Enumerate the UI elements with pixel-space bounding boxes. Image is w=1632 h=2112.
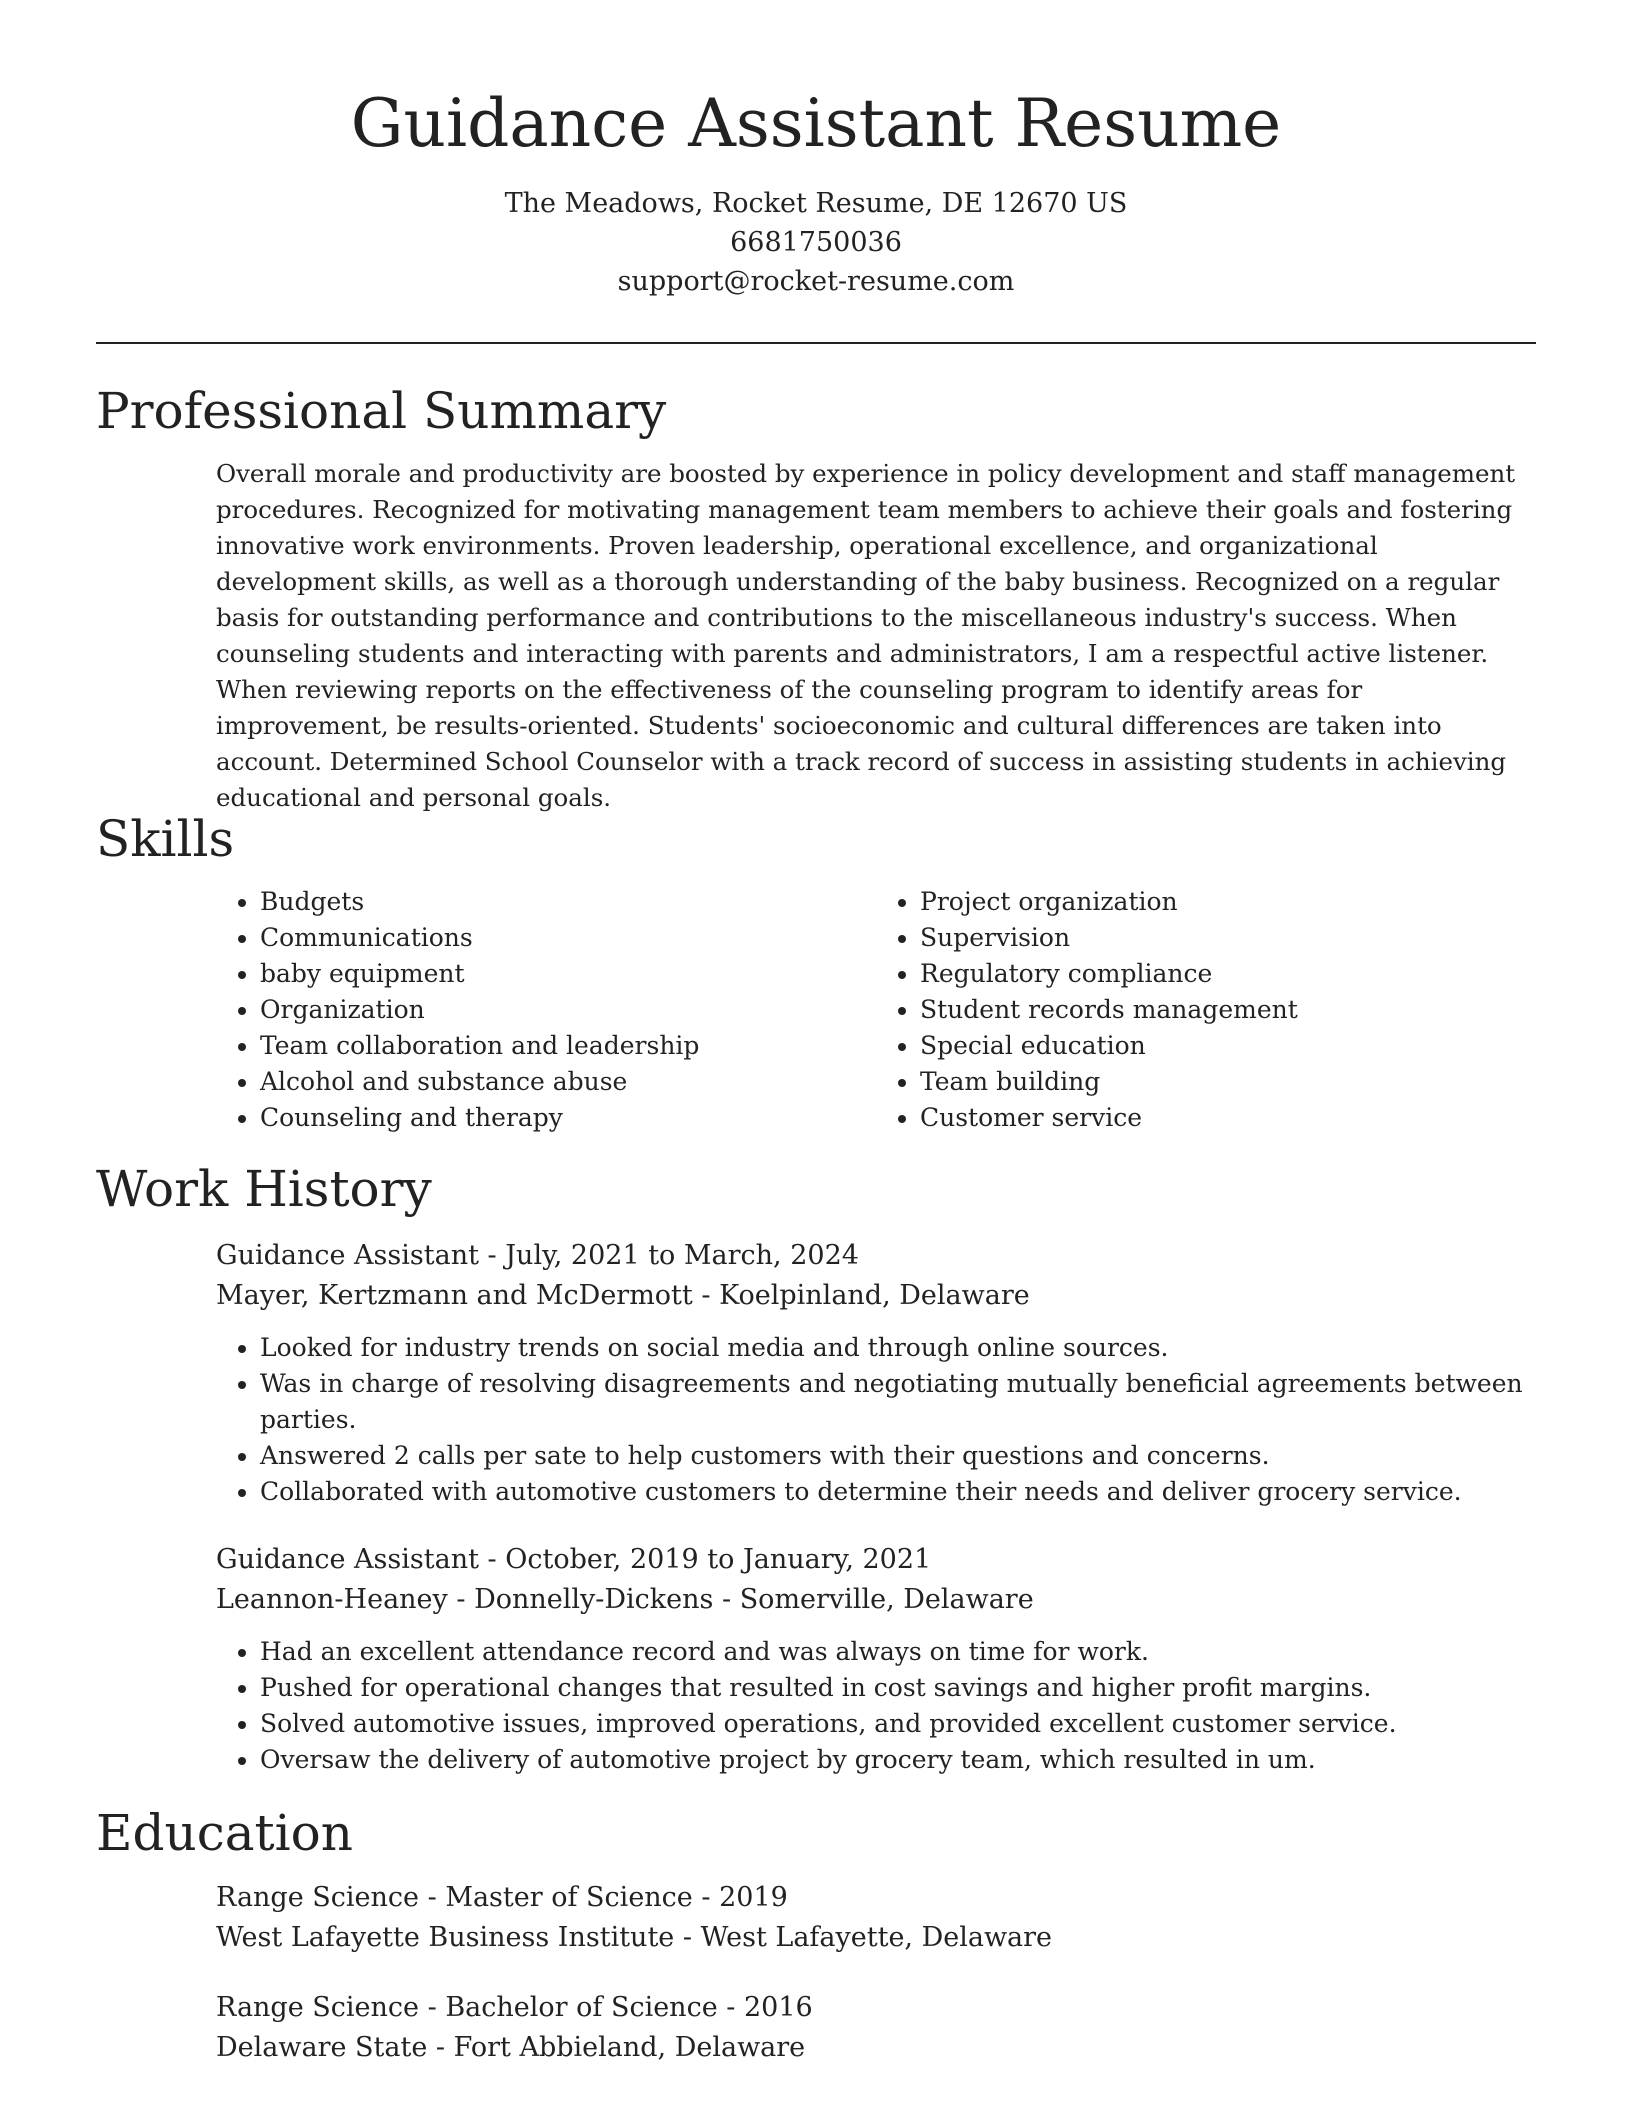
job-bullets — [216, 1634, 1536, 1778]
job-bullet: • Looked for industry trends on social media and through online sources. — [260, 1330, 1536, 1366]
resume-header — [0, 0, 1632, 301]
skill-item: • Supervision — [920, 920, 1536, 956]
job-dates: July, 2021 to March, 2024 — [505, 1240, 859, 1271]
job-company-line: Leannon-Heaney - Donnelly-Dickens - Somerville, Delaware — [216, 1584, 1034, 1615]
skill-item: • Special education — [920, 1028, 1536, 1064]
education-entry — [216, 1878, 1536, 1958]
skill-item: • Counseling and therapy — [260, 1100, 876, 1136]
education-field: Range Science — [216, 1882, 420, 1913]
job-title: Guidance Assistant — [216, 1240, 479, 1271]
skill-item: • Communications — [260, 920, 876, 956]
job-company: Mayer, Kertzmann and McDermott — [216, 1280, 693, 1311]
skill-item: • baby equipment — [260, 956, 876, 992]
skills-list — [216, 884, 1536, 1136]
job-bullet: • Solved automotive issues, improved operations, and provided excellent customer service. — [260, 1706, 1536, 1742]
job-location: Somerville, Delaware — [739, 1584, 1034, 1615]
education-field: Range Science — [216, 1992, 420, 2023]
education-degree-line: Range Science - Master of Science - 2019 — [216, 1882, 788, 1913]
skills-column-right — [876, 884, 1536, 1136]
education-school-line: Delaware State - Fort Abbieland, Delaware — [216, 2032, 806, 2063]
education-location: West Lafayette, Delaware — [700, 1922, 1053, 1953]
job-bullet: • Pushed for operational changes that resulted in cost savings and higher profit margins. — [260, 1670, 1536, 1706]
job-bullet: • Had an excellent attendance record and was always on time for work. — [260, 1634, 1536, 1670]
resume-title: Guidance Assistant Resume — [350, 85, 1282, 162]
job-bullet: • Was in charge of resolving disagreements and negotiating mutually beneficial agreements between parties. — [260, 1366, 1536, 1438]
job-entry — [216, 1236, 1536, 1510]
skill-item: • Team building — [920, 1064, 1536, 1100]
contact-info — [0, 184, 1632, 301]
education-degree: Bachelor of Science — [445, 1992, 718, 2023]
skill-item: • Budgets — [260, 884, 876, 920]
skills-heading: Skills — [96, 810, 235, 868]
education-school: Delaware State — [216, 2032, 428, 2063]
summary-text: Overall morale and productivity are boosted by experience in policy development and staff management procedures. Recognized for motivating management team members to achieve their goals and fostering innovative work environments. Proven leadership, operational excellence, and organizational development skills, as well as a thorough understanding of the baby business. Recognized on a regular basis for outstanding performance and contributions to the miscellaneous industry's success. When counseling students and interacting with parents and administrators, I am a respectful active listener. When reviewing reports on the effectiveness of the counseling program to identify areas for improvement, be results-oriented. Students' socioeconomic and cultural differences are taken into account. Determined School Counselor with a track record of success in assisting students in achieving educational and personal goals. — [216, 459, 1516, 812]
education-entry — [216, 1988, 1536, 2068]
job-bullet: • Answered 2 calls per sate to help customers with their questions and concerns. — [260, 1438, 1536, 1474]
job-dates: October, 2019 to January, 2021 — [505, 1544, 932, 1575]
header-divider — [96, 342, 1536, 344]
contact-email: support@rocket-resume.com — [617, 265, 1015, 297]
education-school-line: West Lafayette Business Institute - West Lafayette, Delaware — [216, 1922, 1053, 1953]
job-bullet: • Collaborated with automotive customers to determine their needs and deliver grocery service. — [260, 1474, 1536, 1510]
skills-column-left — [216, 884, 876, 1136]
contact-address: The Meadows, Rocket Resume, DE 12670 US — [504, 187, 1128, 219]
summary-heading: Professional Summary — [96, 382, 667, 440]
skill-item: • Customer service — [920, 1100, 1536, 1136]
skill-item: • Student records management — [920, 992, 1536, 1028]
job-bullet: • Oversaw the delivery of automotive project by grocery team, which resulted in um. — [260, 1742, 1536, 1778]
job-title-line: Guidance Assistant - July, 2021 to March, 2024 — [216, 1240, 859, 1271]
job-title-line: Guidance Assistant - October, 2019 to January, 2021 — [216, 1544, 932, 1575]
education-heading: Education — [96, 1804, 353, 1862]
education-school: West Lafayette Business Institute — [216, 1922, 675, 1953]
education-degree-line: Range Science - Bachelor of Science - 2016 — [216, 1992, 813, 2023]
education-year: 2019 — [719, 1882, 788, 1913]
skill-item: • Team collaboration and leadership — [260, 1028, 876, 1064]
job-title: Guidance Assistant — [216, 1544, 479, 1575]
job-location: Koelpinland, Delaware — [719, 1280, 1030, 1311]
skill-item: • Project organization — [920, 884, 1536, 920]
education-year: 2016 — [743, 1992, 813, 2023]
job-entry — [216, 1540, 1536, 1778]
work-heading: Work History — [96, 1160, 432, 1218]
job-company-line: Mayer, Kertzmann and McDermott - Koelpinland, Delaware — [216, 1280, 1030, 1311]
skill-item: • Organization — [260, 992, 876, 1028]
job-company: Leannon-Heaney - Donnelly-Dickens — [216, 1584, 714, 1615]
skill-item: • Alcohol and substance abuse — [260, 1064, 876, 1100]
skill-item: • Regulatory compliance — [920, 956, 1536, 992]
education-degree: Master of Science — [445, 1882, 693, 1913]
job-bullets — [216, 1330, 1536, 1510]
education-location: Fort Abbieland, Delaware — [453, 2032, 806, 2063]
contact-phone: 6681750036 — [730, 226, 902, 258]
